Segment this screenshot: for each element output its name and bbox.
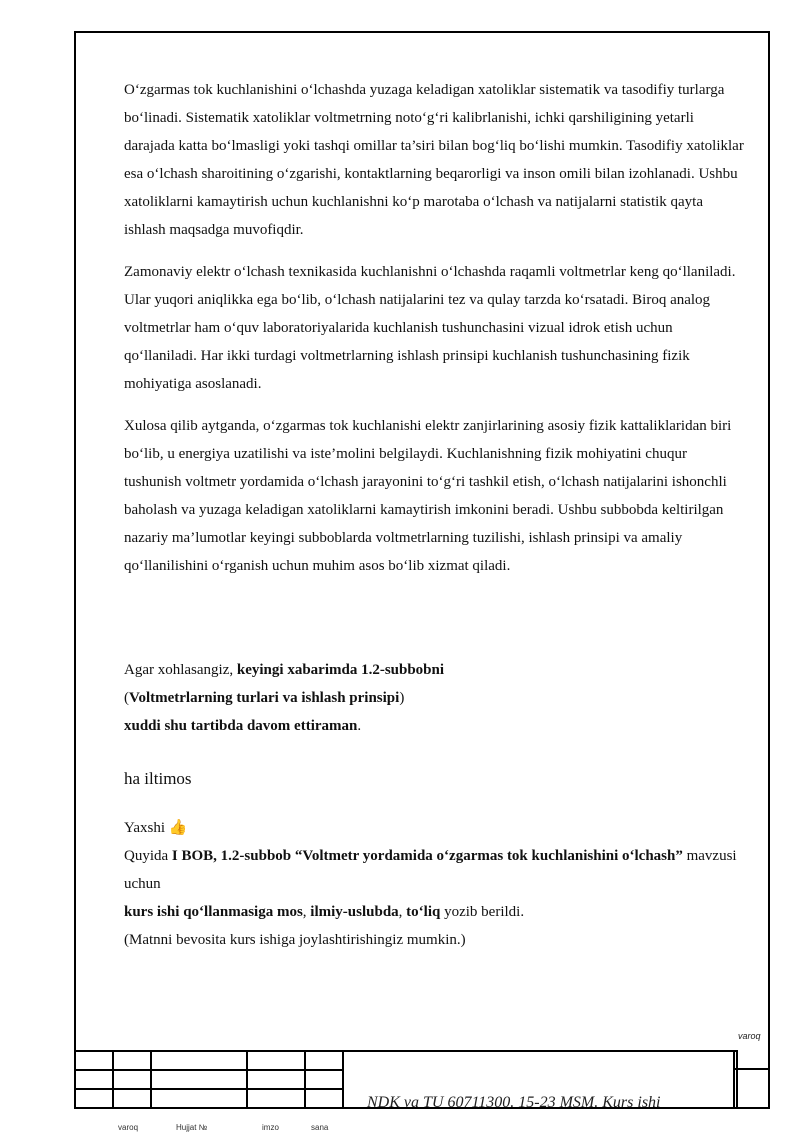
grid-cell xyxy=(247,1089,305,1108)
col-label-hujjat: Hujjat № xyxy=(176,1123,208,1132)
reply-l2-bold-1: kurs ishi qo‘llanmasiga mos xyxy=(124,904,303,920)
document-body xyxy=(124,76,744,954)
reply-l2-sep-2: , xyxy=(398,904,407,920)
offer-paren-open: ( xyxy=(124,690,129,706)
grid-cell xyxy=(75,1051,113,1070)
document-code: NDK va TU 60711300. 15-23 MSM. Kurs ishi xyxy=(367,1094,661,1111)
grid-cell xyxy=(113,1070,151,1089)
paragraph-errors: O‘zgarmas tok kuchlanishini o‘lchashda yuzaga keladigan xatoliklar sistematik va tasodifiy turlarga bo‘linadi. Sistematik xatoliklar voltmetrning noto‘g‘ri kalibrlanishi, ichki qarshiligining yetarli darajada katta bo‘lmasligi yoki tashqi omillar ta’siri bilan bog‘liq bo‘lishi mumkin. Tasodifiy xatoliklar esa o‘lchash sharoitining o‘zgarishi, kontaktlarning beqarorligi va inson omili bilan izohlanadi. Ushbu xatoliklarni kamaytirish uchun kuchlanishni ko‘p marotaba o‘lchash va natijalarni statistik qayta ishlash maqsadga muvofiqdir. xyxy=(124,82,744,238)
grid-cell xyxy=(151,1089,247,1108)
offer-period: . xyxy=(357,718,362,734)
offer-bold-2: Voltmetrlarning turlari va ishlash prinsipi xyxy=(129,690,400,706)
grid-cell xyxy=(151,1070,247,1089)
reply-line-1 xyxy=(124,842,744,898)
grid-cell xyxy=(305,1070,343,1089)
grid-cell xyxy=(305,1051,343,1070)
paragraph-conclusion: Xulosa qilib aytganda, o‘zgarmas tok kuchlanishi elektr zanjirlarining asosiy fizik kattaliklaridan biri bo‘lib, u energiya uzatilishi va iste’molini belgilaydi. Kuchlanishning fizik mohiyatini chuqur tushunish voltmetr yordamida o‘lchash jarayonini to‘g‘ri tashkil etish, o‘lchash natijalarini ishonchli baholash va yuzaga keladigan xatoliklarni kamaytirish imkonini beradi. Ushbu subbobda keltirilgan nazariy ma’lumotlar keyingi subboblarda voltmetrlarning tuzilishi, ishlash prinsipi va amaliy qo‘llanilishini o‘rganish uchun muhim asos bo‘lib xizmat qiladi. xyxy=(124,418,732,574)
reply-l1-suffix: mavzusi uchun xyxy=(124,848,737,892)
reply-yaxshi: Yaxshi 👍 xyxy=(124,820,188,836)
sheet-number-bottom xyxy=(733,1070,770,1109)
grid-cell xyxy=(151,1051,247,1070)
grid-cell xyxy=(113,1089,151,1108)
offer-bold-3: xuddi shu tartibda davom ettiraman xyxy=(124,718,358,734)
offer-paren-close: ) xyxy=(399,690,405,706)
sheet-label: varoq xyxy=(738,1031,761,1041)
col-label-varoq: varoq xyxy=(118,1123,139,1132)
offer-prefix: Agar xohlasangiz, xyxy=(124,662,237,678)
sheet-number-top xyxy=(733,1050,770,1070)
offer-bold-1: keyingi xabarimda 1.2-subbobni xyxy=(236,662,445,678)
grid-cell xyxy=(113,1051,151,1070)
paragraph-digital-voltmeters: Zamonaviy elektr o‘lchash texnikasida kuchlanishni o‘lchashda raqamli voltmetrlar keng qo‘llaniladi. Ular yuqori aniqlikka ega bo‘lib, o‘lchash natijalarini tez va qulay tarzda ko‘rsatadi. Biroq analog voltmetrlar ham o‘quv laboratoriyalarida kuchlanish tushunchasini vizual idrok etish uchun qo‘llaniladi. Har ikki turdagi voltmetrlarning ishlash prinsipi kuchlanish tushunchasining fizik mohiyatiga asoslanadi. xyxy=(124,264,736,392)
reply-l2-sep-1: , xyxy=(302,904,311,920)
offer-line-3 xyxy=(124,712,744,740)
sheet-number-box xyxy=(733,1050,770,1109)
reply-l1-bold: I BOB, 1.2-subbob “Voltmetr yordamida o‘zgarmas tok kuchlanishini o‘lchash” xyxy=(171,848,683,864)
offer-line-2 xyxy=(124,684,744,712)
grid-cell xyxy=(247,1051,305,1070)
reply-line-3: (Matnni bevosita kurs ishiga joylashtirishingiz mumkin.) xyxy=(124,932,466,948)
reply-l2-suffix: yozib berildi. xyxy=(440,904,525,920)
user-request: ha iltimos xyxy=(124,769,192,788)
reply-l2-bold-3: to‘liq xyxy=(406,904,441,920)
grid-cell xyxy=(75,1089,113,1108)
grid-cell xyxy=(75,1070,113,1089)
reply-line-2 xyxy=(124,898,744,926)
col-label-imzo: imzo xyxy=(262,1123,279,1132)
col-label-sana: sana xyxy=(311,1123,329,1132)
grid-cell xyxy=(305,1089,343,1108)
grid-cell xyxy=(247,1070,305,1089)
spacer xyxy=(124,594,744,656)
offer-line-1 xyxy=(124,656,744,684)
reply-l1-prefix: Quyida xyxy=(124,848,172,864)
reply-l2-bold-2: ilmiy-uslubda xyxy=(310,904,399,920)
